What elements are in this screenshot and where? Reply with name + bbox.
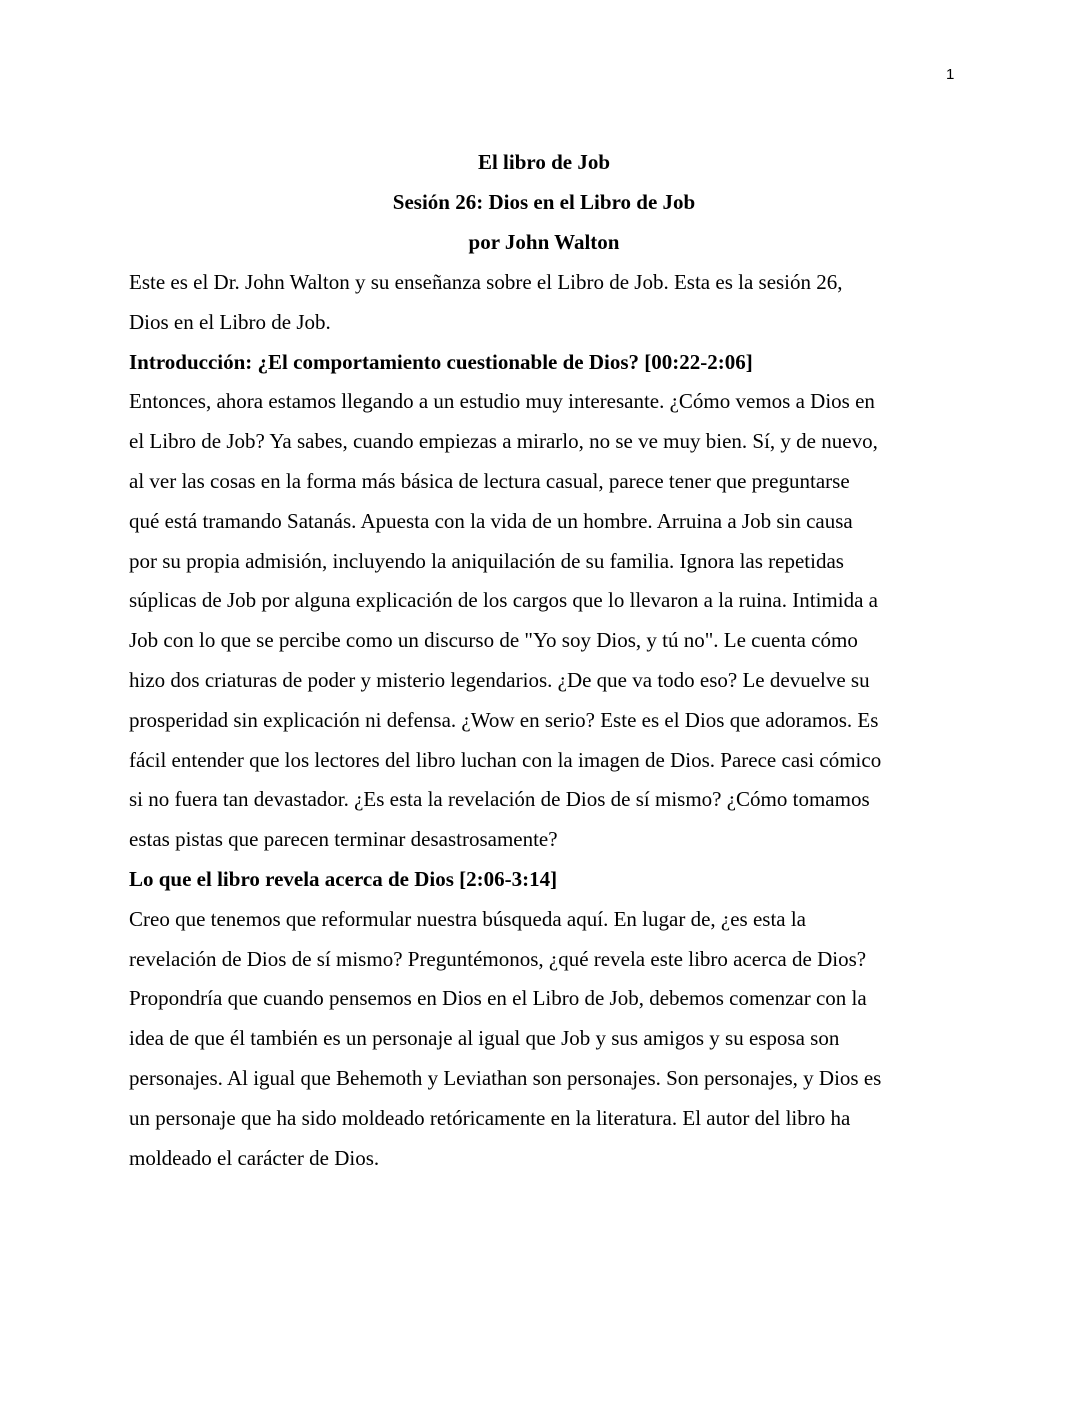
- paragraph-line: prosperidad sin explicación ni defensa. ¿Wow en serio? Este es el Dios que adoramos. Es: [129, 707, 879, 732]
- intro-line: Dios en el Libro de Job.: [129, 309, 331, 334]
- paragraph-line: súplicas de Job por alguna explicación de los cargos que lo llevaron a la ruina. Intimida a: [129, 588, 878, 613]
- paragraph-line: si no fuera tan devastador. ¿Es esta la revelación de Dios de sí mismo? ¿Cómo tomamos: [129, 787, 870, 812]
- paragraph-line: al ver las cosas en la forma más básica de lectura casual, parece tener que preguntarse: [129, 468, 850, 493]
- author-line: por John Walton: [468, 230, 620, 254]
- document-title-block: [0, 142, 1088, 262]
- paragraph-line: Entonces, ahora estamos llegando a un estudio muy interesante. ¿Cómo vemos a Dios en: [129, 389, 875, 414]
- paragraph-line: Propondría que cuando pensemos en Dios en el Libro de Job, debemos comenzar con la: [129, 986, 867, 1011]
- paragraph-line: Job con lo que se percibe como un discurso de "Yo soy Dios, y tú no". Le cuenta cómo: [129, 628, 858, 653]
- paragraph-line: Creo que tenemos que reformular nuestra búsqueda aquí. En lugar de, ¿es esta la: [129, 906, 807, 931]
- paragraph-line: idea de que él también es un personaje al igual que Job y sus amigos y su esposa son: [129, 1026, 840, 1051]
- page-number: 1: [946, 66, 955, 83]
- document-body: [129, 263, 969, 1178]
- paragraph-line: fácil entender que los lectores del libro luchan con la imagen de Dios. Parece casi cómico: [129, 747, 882, 772]
- paragraph-line: moldeado el carácter de Dios.: [129, 1145, 380, 1170]
- paragraph-line: por su propia admisión, incluyendo la aniquilación de su familia. Ignora las repetidas: [129, 548, 844, 573]
- paragraph-line: revelación de Dios de sí mismo? Preguntémonos, ¿qué revela este libro acerca de Dios?: [129, 946, 867, 971]
- paragraph-line: estas pistas que parecen terminar desastrosamente?: [129, 827, 558, 852]
- paragraph-line: un personaje que ha sido moldeado retóricamente en la literatura. El autor del libro ha: [129, 1105, 851, 1130]
- paragraph-line: personajes. Al igual que Behemoth y Leviathan son personajes. Son personajes, y Dios es: [129, 1065, 882, 1090]
- session-title: Sesión 26: Dios en el Libro de Job: [392, 190, 696, 214]
- paragraph-line: qué está tramando Satanás. Apuesta con la vida de un hombre. Arruina a Job sin causa: [129, 508, 853, 533]
- intro-line: Este es el Dr. John Walton y su enseñanza sobre el Libro de Job. Esta es la sesión 26,: [129, 270, 843, 294]
- paragraph-line: el Libro de Job? Ya sabes, cuando empiezas a mirarlo, no se ve muy bien. Sí, y de nuevo,: [129, 429, 878, 454]
- paragraph-line: hizo dos criaturas de poder y misterio legendarios. ¿De que va todo eso? Le devuelve su: [129, 667, 870, 692]
- section-heading-introduccion: Introducción: ¿El comportamiento cuestionable de Dios? [00:22-2:06]: [129, 349, 753, 374]
- book-title: El libro de Job: [477, 150, 611, 174]
- section-heading-lo-que-revela: Lo que el libro revela acerca de Dios [2:06-3:14]: [129, 866, 558, 891]
